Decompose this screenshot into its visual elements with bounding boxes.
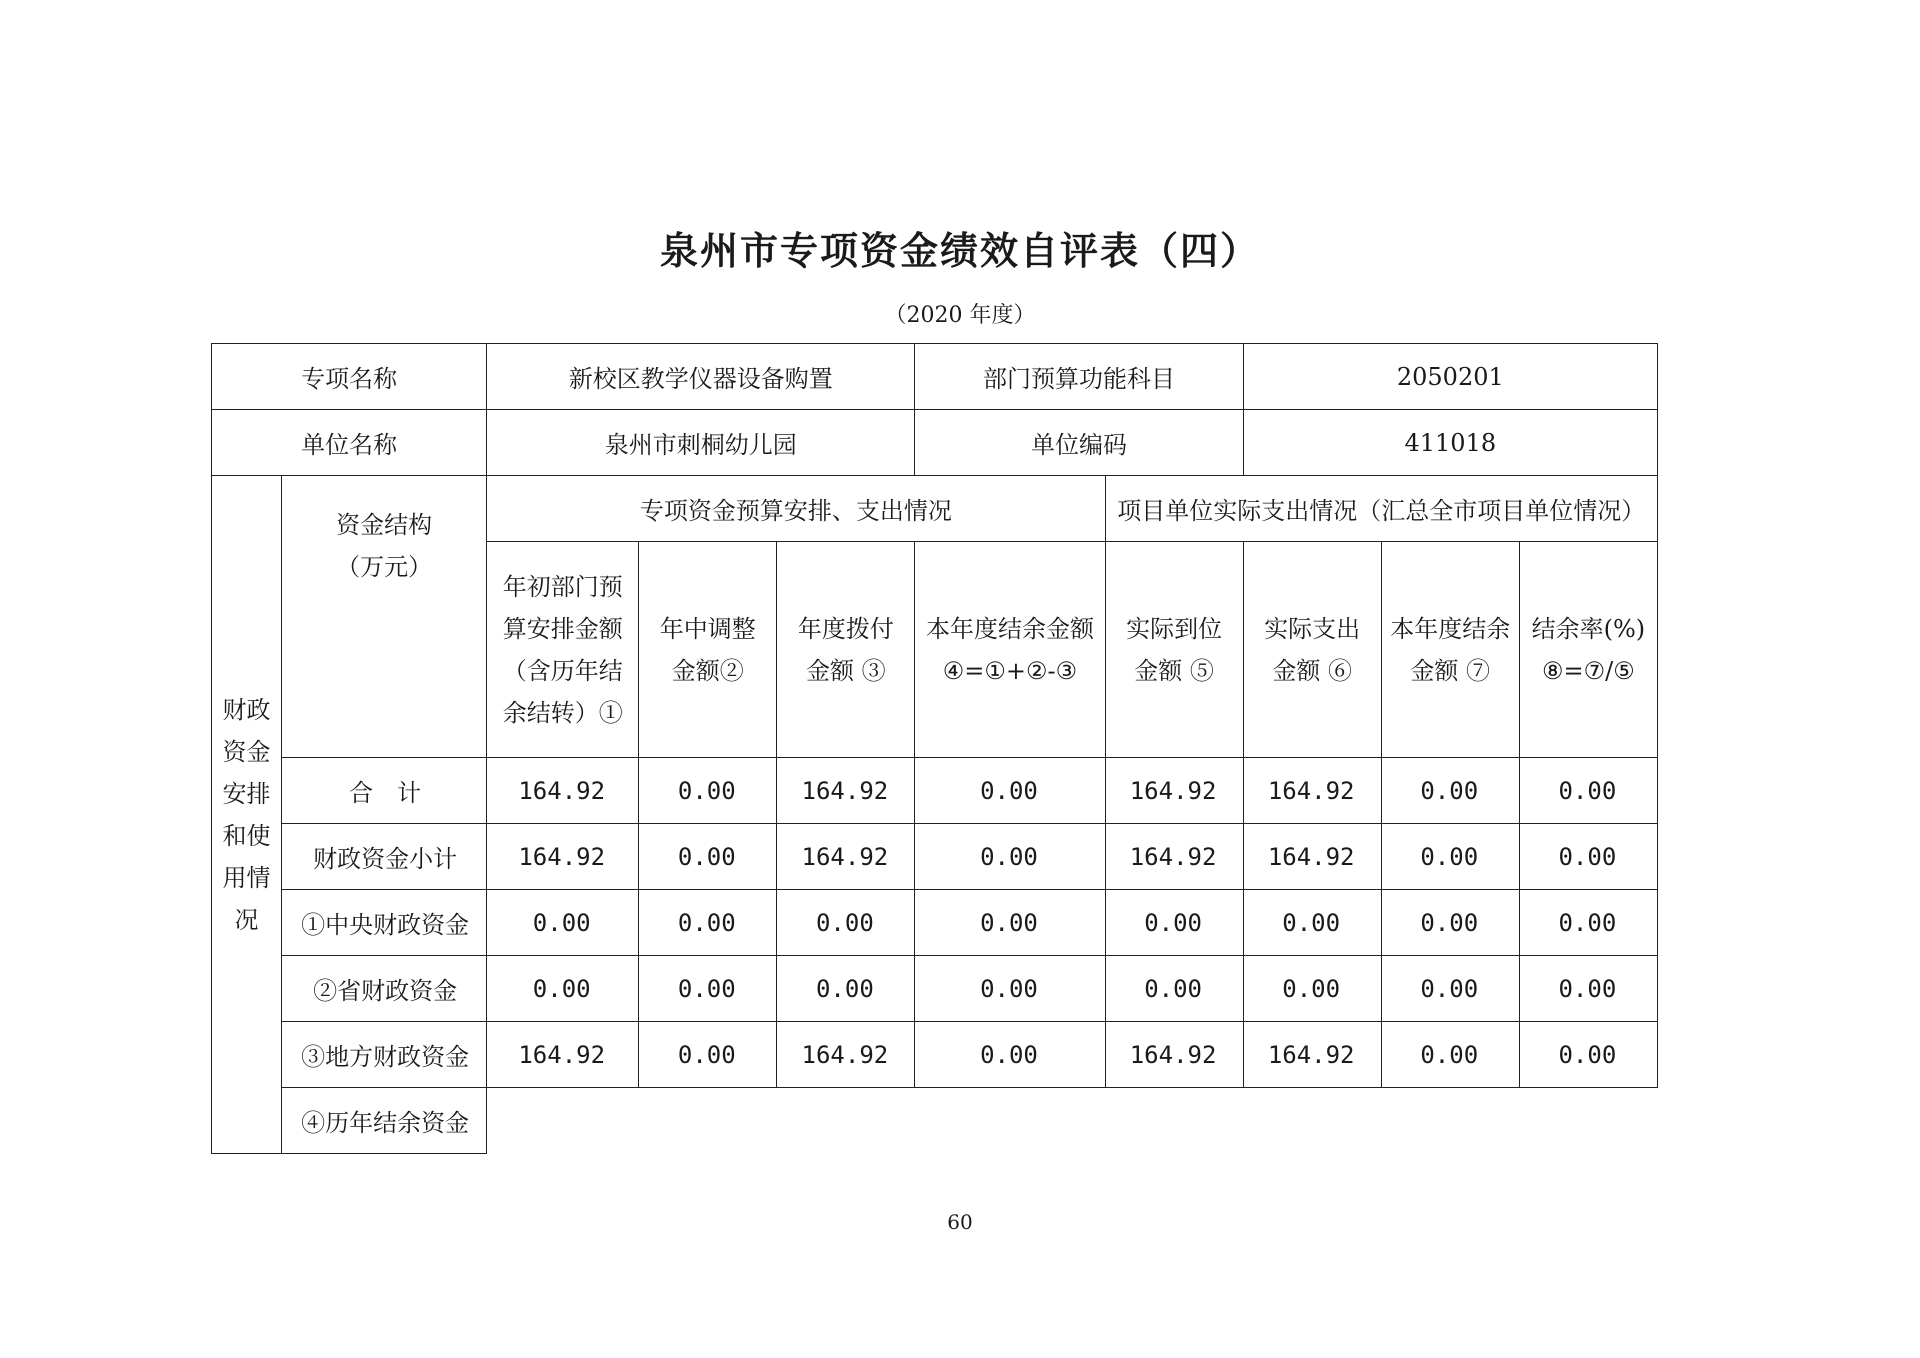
budget-subject-value: 2050201 (1243, 344, 1657, 410)
table-cell: 0.00 (487, 890, 639, 956)
table-cell: 0.00 (1381, 758, 1519, 824)
table-cell: 0.00 (1381, 824, 1519, 890)
table-cell: 0.00 (1381, 1022, 1519, 1088)
table-cell: 164.92 (777, 1022, 915, 1088)
budget-subject-label: 部门预算功能科目 (915, 344, 1243, 410)
table-cell: 164.92 (777, 758, 915, 824)
col-header-budget-balance: 本年度结余金额 ④=①+②-③ (915, 542, 1105, 758)
col-header-actual-spent: 实际支出 金额 ⑥ (1243, 542, 1381, 758)
table-cell: 0.00 (777, 890, 915, 956)
table-cell: 0.00 (915, 956, 1105, 1022)
group-budget-header: 专项资金预算安排、支出情况 (487, 476, 1105, 542)
table-cell: 0.00 (1381, 956, 1519, 1022)
table-row (212, 1088, 1658, 1154)
info-row-project (212, 344, 1658, 410)
table-cell: 0.00 (1519, 824, 1657, 890)
table-cell: 0.00 (1519, 1022, 1657, 1088)
row-label-provincial-funds: ②省财政资金 (282, 956, 487, 1022)
table-cell: 0.00 (1243, 890, 1381, 956)
table-cell: 0.00 (639, 1022, 777, 1088)
row-label-central-funds: ①中央财政资金 (282, 890, 487, 956)
table-cell: 0.00 (1381, 890, 1519, 956)
row-label-total: 合 计 (282, 758, 487, 824)
table-cell: 0.00 (1105, 956, 1243, 1022)
table-cell: 0.00 (1105, 890, 1243, 956)
group-actual-header: 项目单位实际支出情况（汇总全市项目单位情况） (1105, 476, 1657, 542)
group-header-row (212, 476, 1658, 542)
col-header-annual-allocation: 年度拨付 金额 ③ (777, 542, 915, 758)
table-row (212, 1022, 1658, 1088)
col-header-mid-year-adjust: 年中调整 金额② (639, 542, 777, 758)
col-header-actual-balance: 本年度结余 金额 ⑦ (1381, 542, 1519, 758)
col-header-balance-rate: 结余率(%) ⑧=⑦/⑤ (1519, 542, 1657, 758)
table-cell: 164.92 (777, 824, 915, 890)
table-cell: 0.00 (915, 1022, 1105, 1088)
unit-name-value: 泉州市刺桐幼儿园 (487, 410, 915, 476)
table-row (212, 824, 1658, 890)
row-label-fiscal-subtotal: 财政资金小计 (282, 824, 487, 890)
unit-code-value: 411018 (1243, 410, 1657, 476)
table-cell: 0.00 (1519, 758, 1657, 824)
table-cell: 164.92 (1243, 758, 1381, 824)
row-label-prior-year-balance: ④历年结余资金 (282, 1088, 487, 1154)
unit-name-label: 单位名称 (212, 410, 487, 476)
table-row (212, 956, 1658, 1022)
table-cell: 164.92 (487, 824, 639, 890)
fund-structure-label: 资金结构 （万元） (282, 476, 487, 758)
page-number: 60 (947, 1210, 973, 1234)
document-subtitle: （2020 年度） (884, 303, 1036, 328)
table-cell: 0.00 (915, 890, 1105, 956)
table-cell: 0.00 (1243, 956, 1381, 1022)
col-header-actual-received: 实际到位 金额 ⑤ (1105, 542, 1243, 758)
table-cell: 0.00 (487, 956, 639, 1022)
info-row-unit (212, 410, 1658, 476)
table-cell: 164.92 (487, 758, 639, 824)
table-cell: 164.92 (1105, 824, 1243, 890)
project-name-value: 新校区教学仪器设备购置 (487, 344, 915, 410)
table-cell: 0.00 (915, 824, 1105, 890)
table-cell: 164.92 (1105, 1022, 1243, 1088)
table-row (212, 890, 1658, 956)
col-header-initial-budget: 年初部门预 算安排金额 （含历年结 余结转）① (487, 542, 639, 758)
side-label-fiscal-usage: 财政 资金 安排 和使 用情 况 (212, 476, 282, 1154)
table-cell: 164.92 (1105, 758, 1243, 824)
table-cell: 164.92 (1243, 824, 1381, 890)
document-title: 泉州市专项资金绩效自评表（四） (659, 229, 1260, 273)
table-cell: 0.00 (639, 758, 777, 824)
table-cell: 0.00 (777, 956, 915, 1022)
project-name-label: 专项名称 (212, 344, 487, 410)
row-label-local-funds: ③地方财政资金 (282, 1022, 487, 1088)
empty-area (487, 1088, 1658, 1154)
table-cell: 0.00 (639, 890, 777, 956)
table-row (212, 758, 1658, 824)
table-cell: 164.92 (1243, 1022, 1381, 1088)
table-cell: 0.00 (639, 824, 777, 890)
performance-evaluation-table (211, 343, 1658, 1154)
table-cell: 0.00 (915, 758, 1105, 824)
table-cell: 0.00 (1519, 956, 1657, 1022)
table-cell: 0.00 (639, 956, 777, 1022)
unit-code-label: 单位编码 (915, 410, 1243, 476)
table-cell: 0.00 (1519, 890, 1657, 956)
table-cell: 164.92 (487, 1022, 639, 1088)
